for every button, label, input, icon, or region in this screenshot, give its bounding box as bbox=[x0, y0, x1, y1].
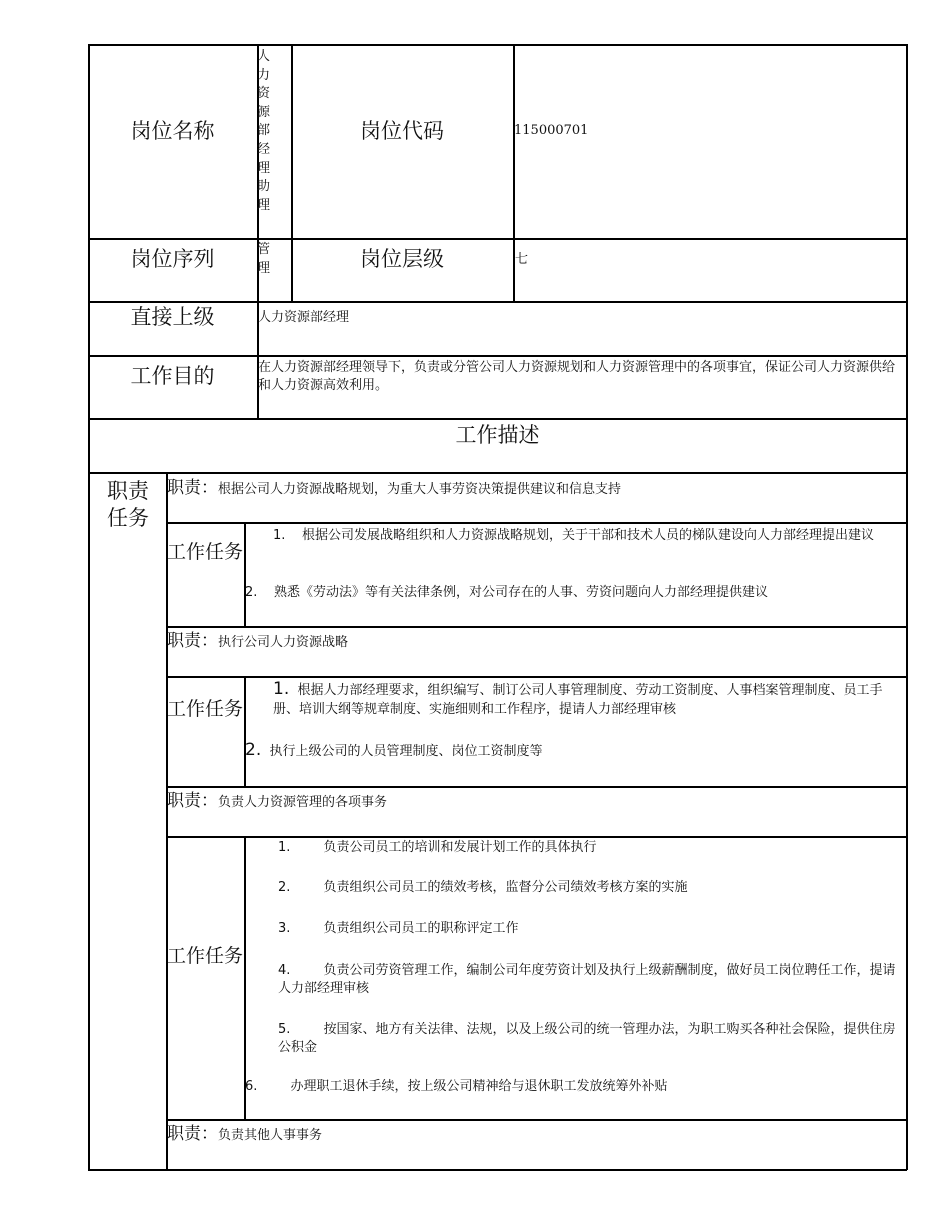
task-label: 工作任务 bbox=[166, 698, 243, 720]
task-item bbox=[245, 742, 543, 759]
superior-label: 直接上级 bbox=[130, 305, 215, 329]
task-label: 工作任务 bbox=[166, 541, 243, 563]
task-num: 1. bbox=[273, 679, 290, 699]
task-item bbox=[278, 841, 596, 854]
duty-prefix: 职责： bbox=[167, 478, 218, 498]
task-num: 6. bbox=[245, 1079, 258, 1094]
task-text: 执行上级公司的人员管理制度、岗位工资制度等 bbox=[269, 744, 543, 759]
task-item bbox=[278, 922, 518, 935]
task-text: 根据公司发展战略组织和人力资源战略规划，关于干部和技术人员的梯队建设向人力部经理提出建议 bbox=[301, 528, 874, 543]
duty-prefix: 职责： bbox=[167, 1124, 218, 1144]
duty-row bbox=[167, 633, 348, 650]
duty-prefix: 职责： bbox=[167, 791, 218, 811]
task-num: 2. bbox=[278, 880, 291, 895]
task-item bbox=[273, 527, 898, 544]
task-text: 负责组织公司员工的绩效考核，监督分公司绩效考核方案的实施 bbox=[323, 880, 688, 895]
task-num: 5. bbox=[278, 1022, 291, 1037]
description-title: 工作描述 bbox=[455, 423, 540, 447]
task-label: 工作任务 bbox=[166, 945, 243, 967]
task-num: 4. bbox=[278, 963, 291, 978]
duty-text: 负责人力资源管理的各项事务 bbox=[218, 795, 388, 810]
task-text: 根据人力部经理要求，组织编写、制订公司人事管理制度、劳动工资制度、人事档案管理制度、员工手册、培训大纲等规章制度、实施细则和工作程序，提请人力部经理审核 bbox=[273, 683, 883, 717]
duty-row bbox=[167, 1126, 322, 1143]
duty-text: 根据公司人力资源战略规划，为重大人事劳资决策提供建议和信息支持 bbox=[218, 482, 622, 497]
position-name-label: 岗位名称 bbox=[130, 119, 215, 143]
task-text: 负责组织公司员工的职称评定工作 bbox=[323, 921, 519, 936]
position-level-label: 岗位层级 bbox=[360, 247, 444, 271]
position-level-value: 七 bbox=[515, 252, 529, 267]
task-num: 3. bbox=[278, 921, 291, 936]
position-sequence-label: 岗位序列 bbox=[130, 247, 215, 271]
duties-label: 职责任务 bbox=[107, 479, 149, 530]
task-text: 负责公司劳资管理工作，编制公司年度劳资计划及执行上级薪酬制度，做好员工岗位聘任工作，提请人力部经理审核 bbox=[278, 963, 896, 996]
position-name-value: 人力资源部经理助理 bbox=[257, 49, 271, 213]
task-item bbox=[278, 881, 687, 894]
duty-prefix: 职责： bbox=[167, 631, 218, 651]
position-sequence-value: 管理 bbox=[257, 242, 271, 276]
superior-value: 人力资源部经理 bbox=[258, 310, 350, 325]
purpose-value: 在人力资源部经理领导下，负责或分管公司人力资源规划和人力资源管理中的各项事宜，保证公司人力资源供给和人力资源高效利用。 bbox=[258, 360, 896, 393]
task-item bbox=[245, 1080, 667, 1093]
duty-row bbox=[167, 793, 387, 810]
task-item bbox=[245, 586, 768, 599]
duty-row bbox=[167, 480, 621, 497]
task-num: 2. bbox=[245, 740, 262, 760]
task-text: 负责公司员工的培训和发展计划工作的具体执行 bbox=[323, 840, 597, 855]
task-text: 按国家、地方有关法律、法规，以及上级公司的统一管理办法，为职工购买各种社会保险，提供住房公积金 bbox=[278, 1022, 896, 1055]
task-item bbox=[278, 1021, 898, 1057]
task-text: 办理职工退休手续，按上级公司精神给与退休职工发放统筹外补贴 bbox=[290, 1079, 668, 1094]
duty-text: 负责其他人事事务 bbox=[218, 1128, 323, 1143]
position-code-label: 岗位代码 bbox=[360, 119, 444, 143]
task-num: 1. bbox=[273, 528, 286, 543]
task-item bbox=[278, 962, 898, 998]
purpose-label: 工作目的 bbox=[130, 364, 215, 388]
task-num: 1. bbox=[278, 840, 291, 855]
task-item bbox=[273, 680, 898, 719]
task-text: 熟悉《劳动法》等有关法律条例，对公司存在的人事、劳资问题向人力部经理提供建议 bbox=[273, 585, 768, 600]
position-code-value: 115000701 bbox=[514, 123, 589, 138]
duty-text: 执行公司人力资源战略 bbox=[218, 635, 349, 650]
task-num: 2. bbox=[245, 585, 258, 600]
